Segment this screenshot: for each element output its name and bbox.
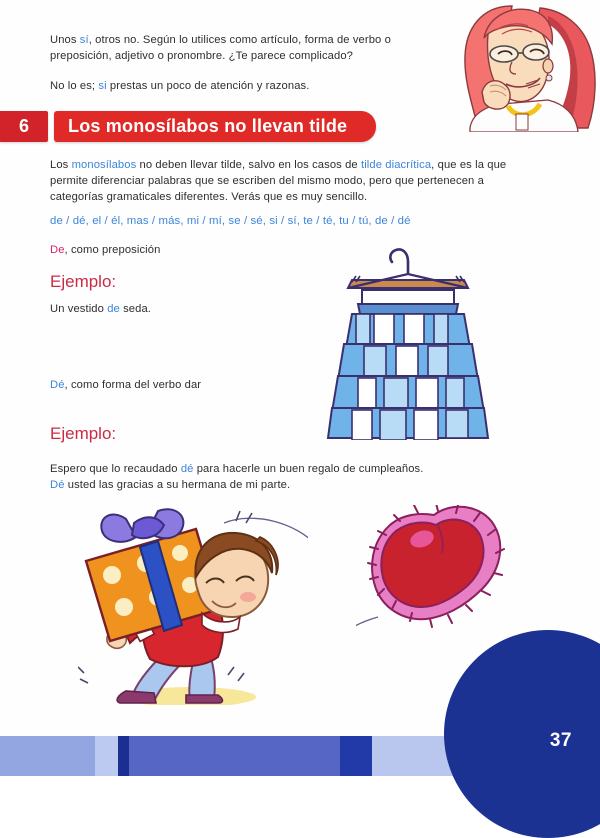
explanation-before: Los xyxy=(50,159,72,171)
intro-text-after: , otros no. Según lo utilices como artículo, forma de verbo o preposición, adjetivo o pronombre. ¿Te parece complicado? xyxy=(50,34,391,62)
example-sentence-1 xyxy=(50,301,350,317)
page-number: 37 xyxy=(549,730,572,751)
dress-on-hanger-illustration xyxy=(318,240,498,440)
keyword-si-accent: sí xyxy=(79,34,89,46)
subsection-dar-description: , como forma del verbo dar xyxy=(64,379,202,391)
keyword-de-verbo: Dé xyxy=(50,379,65,391)
explanation-after: , que es la que permite diferenciar palabras que se escriben del mismo modo, pero que pertenecen a categorías gramaticales diferentes. Verás que es muy sencillo. xyxy=(50,159,507,203)
keyword-de-preposicion: De xyxy=(50,244,65,256)
section-title-banner xyxy=(54,111,376,142)
intro-paragraph-1 xyxy=(50,32,450,64)
explanation-between: no deben llevar tilde, salvo en los casos de xyxy=(136,159,361,171)
subsection-heading-de xyxy=(50,242,350,258)
footer-band xyxy=(340,736,372,776)
teacher-thinking-illustration xyxy=(452,0,600,132)
keyword-monosilabos: monosílabos xyxy=(71,159,137,171)
example1-after: seda. xyxy=(119,303,152,315)
word-pairs-list: de / dé, el / él, mas / más, mi / mí, se / sé, si / sí, te / té, tu / tú, de / dé xyxy=(50,215,411,227)
keyword-de-example: de xyxy=(107,303,120,315)
example-label-1: Ejemplo: xyxy=(50,272,117,291)
section-number-badge xyxy=(0,111,48,142)
page-number-circle xyxy=(444,630,600,838)
explanation-paragraph xyxy=(50,157,512,205)
intro-text-before: Unos xyxy=(50,34,80,46)
example-sentence-2 xyxy=(50,461,510,493)
keyword-si: si xyxy=(98,80,107,92)
boy-with-gift-illustration xyxy=(78,505,308,705)
footer-band xyxy=(95,736,118,776)
keyword-tilde-diacritica: tilde diacrítica xyxy=(360,159,432,171)
intro2-text-before: No lo es; xyxy=(50,80,99,92)
section-number: 6 xyxy=(18,116,29,136)
subsection-de-description: , como preposición xyxy=(64,244,161,256)
example2-line1-after: para hacerle un buen regalo de cumpleaños. xyxy=(193,463,424,475)
keyword-de-example-3: Dé xyxy=(50,479,65,491)
example1-before: Un vestido xyxy=(50,303,108,315)
example-label-2: Ejemplo: xyxy=(50,424,117,443)
footer-band xyxy=(118,736,129,776)
section-heading xyxy=(0,111,380,142)
intro2-text-after: prestas un poco de atención y razonas. xyxy=(106,80,310,92)
heart-balloon-illustration xyxy=(356,505,516,630)
footer-band xyxy=(0,736,95,776)
example2-line2-after: usted las gracias a su hermana de mi parte. xyxy=(64,479,291,491)
example2-line1-before: Espero que lo recaudado xyxy=(50,463,181,475)
footer-band xyxy=(129,736,340,776)
section-title: Los monosílabos no llevan tilde xyxy=(68,116,348,136)
keyword-de-example-2: dé xyxy=(180,463,194,475)
subsection-heading-dar xyxy=(50,377,370,393)
intro-paragraph-2 xyxy=(50,78,450,94)
